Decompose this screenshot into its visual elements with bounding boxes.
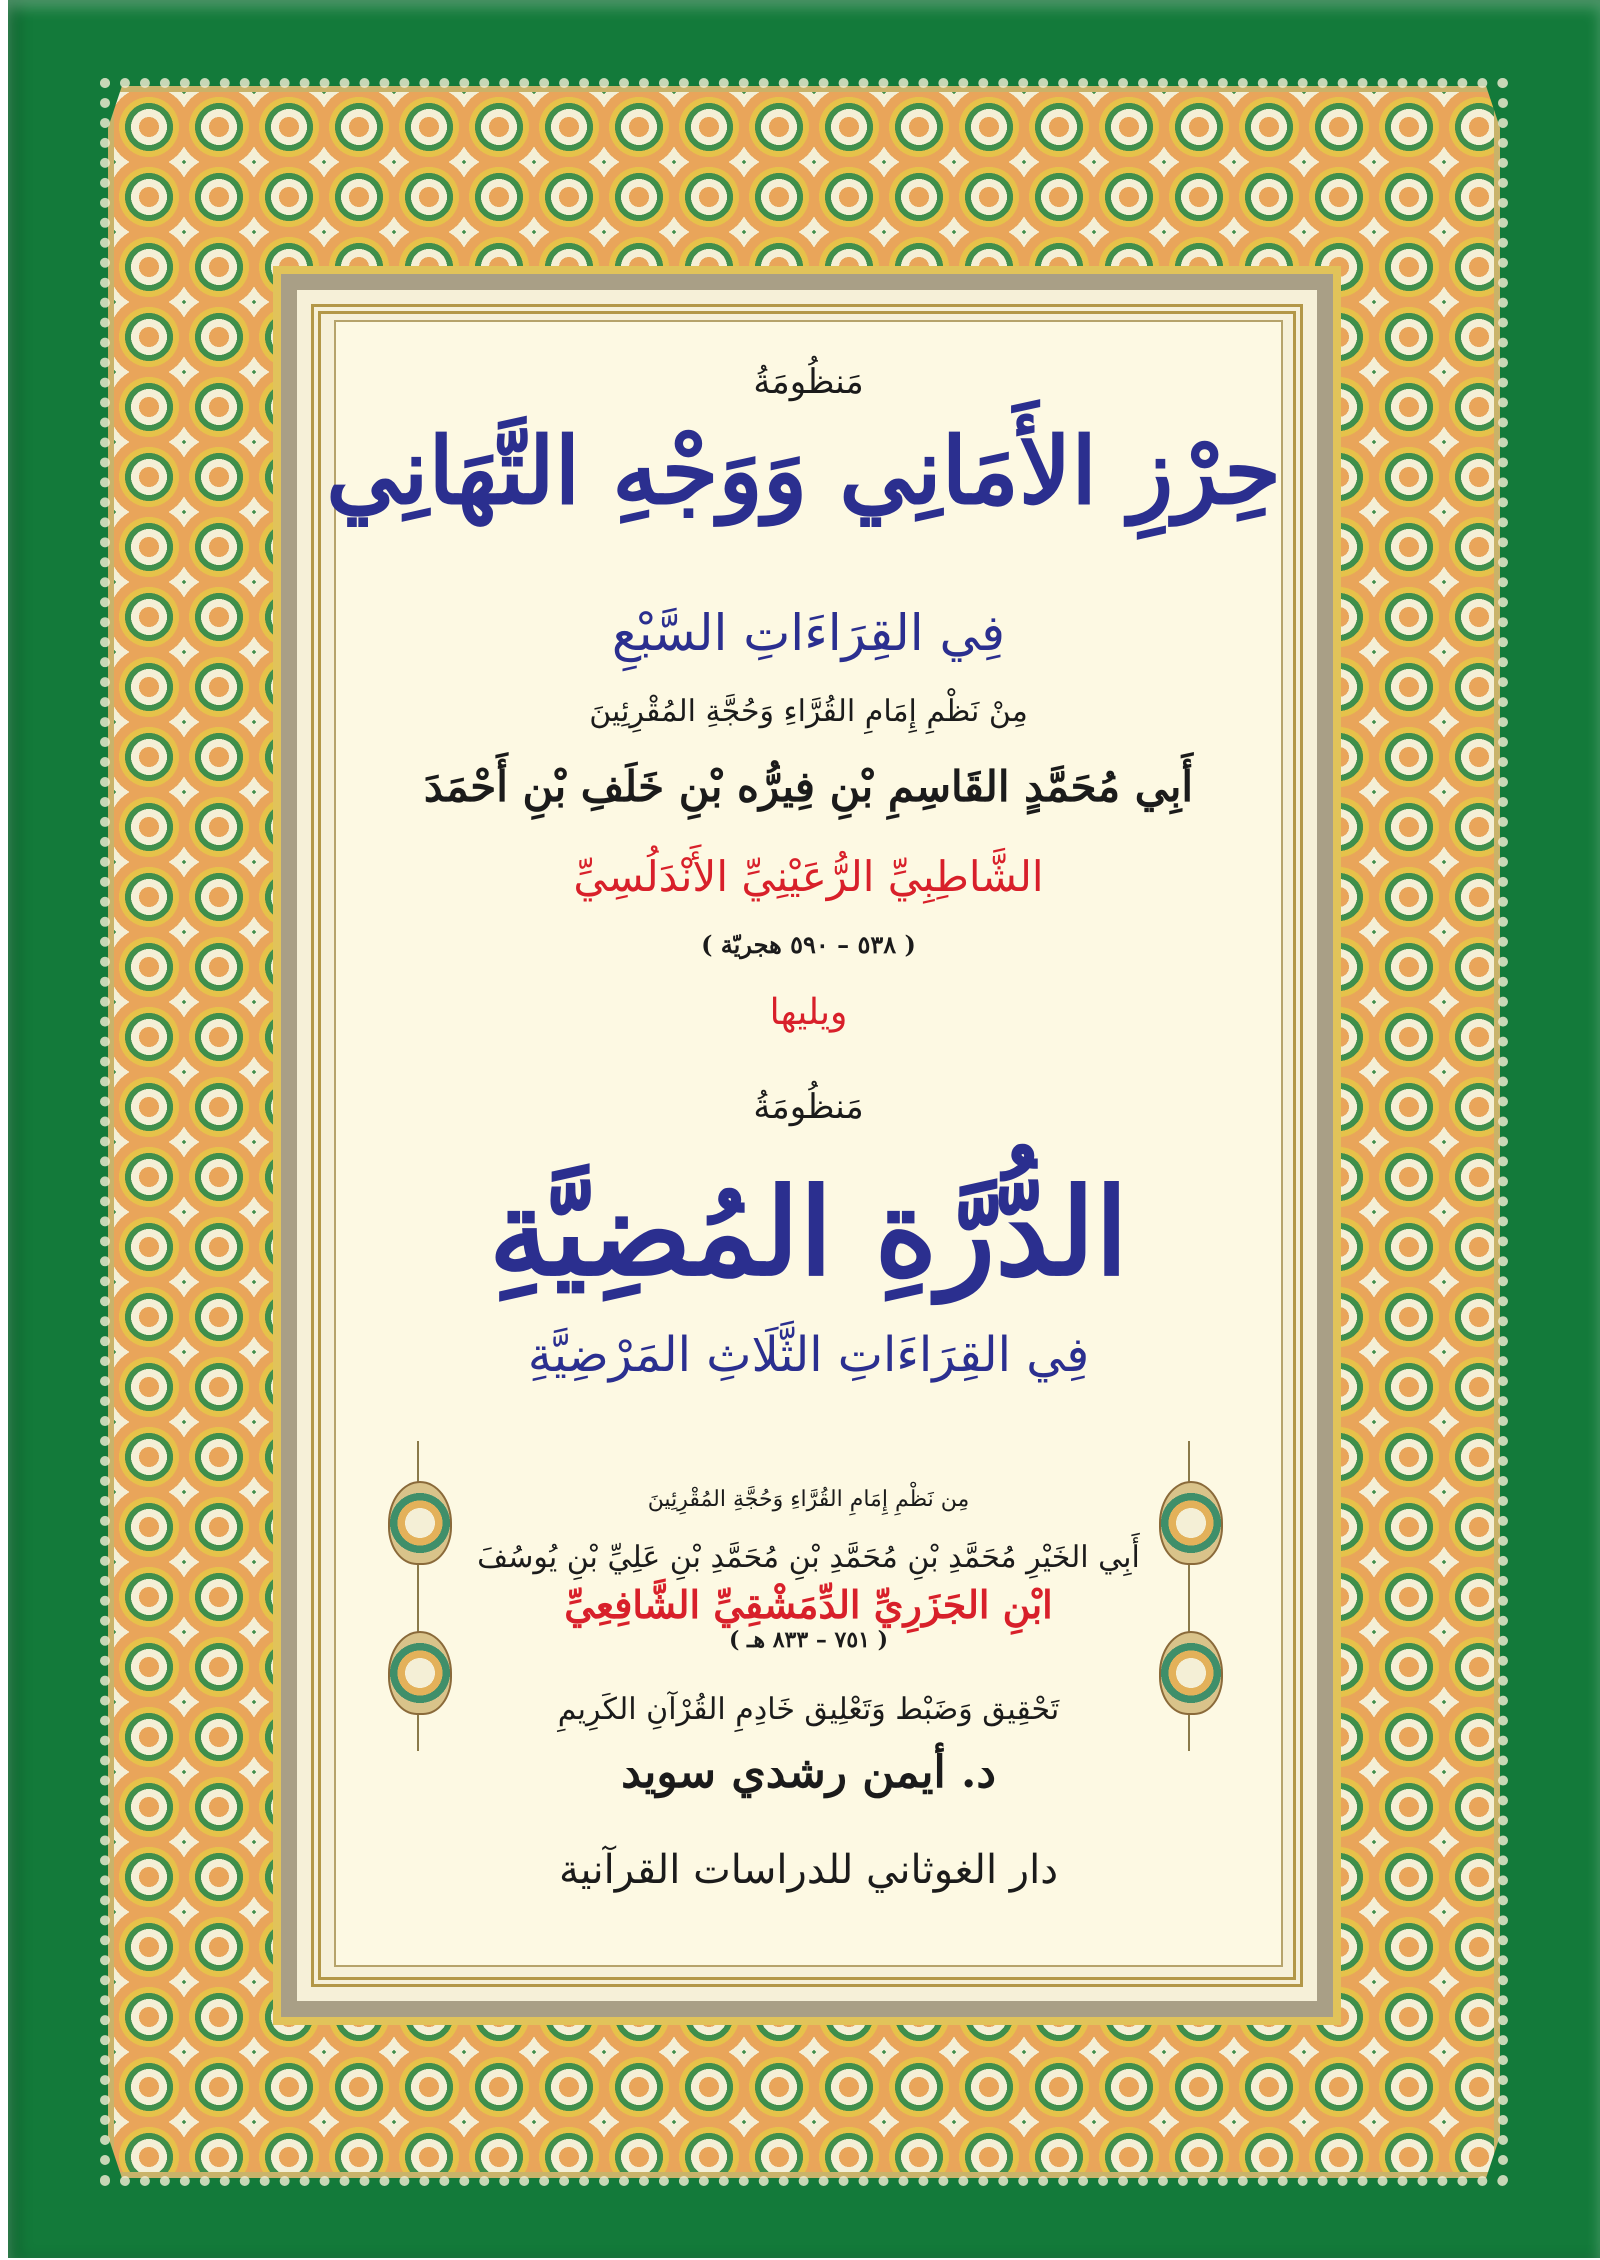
book1-subtitle: فِي القِرَاءَاتِ السَّبْعِ <box>611 604 1006 662</box>
book2-label: مَنظُومَةُ <box>753 1087 864 1127</box>
left-medallion-ornament <box>383 1441 453 1751</box>
book1-author-nisba: الشَّاطِبِيِّ الرُّعَيْنِيِّ الأَنْدَلُسِيِّ <box>573 852 1044 901</box>
right-medallion-ornament <box>1154 1441 1224 1751</box>
book2-title: الدُّرَّةِ المُضِيَّةِ <box>488 1162 1129 1303</box>
editor-role: تَحْقِيق وَضَبْط وَتَعْلِيق خَادِمِ القُرْآنِ الكَرِيمِ <box>557 1692 1060 1727</box>
book1-title: حِرْزِ الأَمَانِي وَوَجْهِ التَّهَانِي <box>326 417 1281 525</box>
book2-subtitle: فِي القِرَاءَاتِ الثَّلَاثِ المَرْضِيَّةِ <box>527 1327 1090 1383</box>
publisher-name: دار الغوثاني للدراسات القرآنية <box>558 1847 1059 1893</box>
book1-byline: مِنْ نَظْمِ إِمَامِ القُرَّاءِ وَحُجَّةِ المُقْرِئِينَ <box>589 694 1028 729</box>
book2-byline: مِن نَظْمِ إِمَامِ القُرَّاءِ وَحُجَّةِ المُقْرِئِينَ <box>647 1487 970 1512</box>
editor-name: د. أيمن رشدي سويد <box>621 1747 996 1798</box>
connector-text: ويليها <box>769 992 848 1033</box>
book1-label: مَنظُومَةُ <box>753 362 864 402</box>
book2-author: أَبِي الخَيْرِ مُحَمَّدِ بْنِ مُحَمَّدِ بْنِ مُحَمَّدِ بْنِ عَلِيِّ بْنِ يُوسُفَ <box>477 1540 1140 1575</box>
title-page <box>326 320 1283 1967</box>
book1-author: أَبِي مُحَمَّدٍ القَاسِمِ بْنِ فِيرُّه بْنِ خَلَفِ بْنِ أَحْمَدَ <box>423 762 1194 811</box>
book2-dates: ( ٧٥١ – ٨٣٣ هـ ) <box>728 1627 889 1653</box>
book2-author-nisba: ابْنِ الجَزَرِيِّ الدِّمَشْقِيِّ الشَّافِعِيِّ <box>564 1582 1053 1627</box>
book1-dates: ( ٥٣٨ – ٥٩٠ هجريّة ) <box>701 930 916 959</box>
